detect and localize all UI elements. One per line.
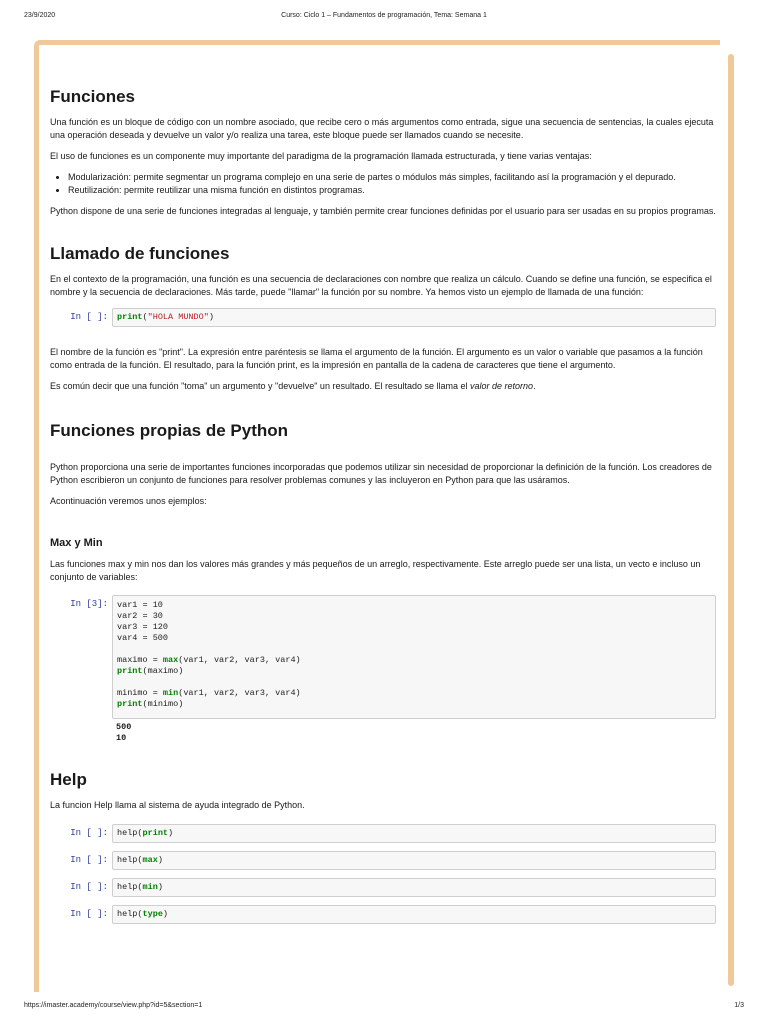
code-text: help( <box>117 855 143 865</box>
code-cell-help-type[interactable] <box>50 905 716 924</box>
section-title-help: Help <box>50 770 87 789</box>
code-output <box>116 722 716 744</box>
code-keyword: print <box>117 699 143 709</box>
code-text: ) <box>168 828 174 838</box>
emphasis-valor-retorno: valor de retorno <box>470 381 534 391</box>
cell-prompt: In [3]: <box>70 599 108 609</box>
code-line <box>117 699 711 710</box>
code-keyword: min <box>162 688 179 698</box>
funciones-paragraph-2: El uso de funciones es un componente muy importante del paradigma de la programación llamada estructurada, y tiene varias ventajas: <box>50 151 592 161</box>
print-title: Curso: Ciclo 1 – Fundamentos de programación, Tema: Semana 1 <box>281 12 487 19</box>
code-text: (maximo) <box>142 666 184 676</box>
cell-prompt: In [ ]: <box>70 828 108 838</box>
code-text: help( <box>117 909 143 919</box>
cell-prompt: In [ ]: <box>70 312 108 322</box>
code-line: var3 = 120 <box>117 622 169 632</box>
code-text: ) <box>162 909 169 919</box>
code-cell-print[interactable] <box>50 308 716 327</box>
print-footer <box>0 1002 768 1016</box>
code-paren: ) <box>208 312 214 322</box>
cell-prompt: In [ ]: <box>70 909 108 919</box>
code-input[interactable] <box>112 851 716 870</box>
section-title-llamado: Llamado de funciones <box>50 244 230 263</box>
code-input[interactable] <box>112 595 716 719</box>
code-line: var1 = 10 <box>117 600 163 610</box>
code-line: var2 = 30 <box>117 611 163 621</box>
funciones-bullets <box>50 171 716 197</box>
code-text: minimo = <box>117 688 163 698</box>
bullet-reutilizacion: • Reutilización: permite reutilizar una misma función en distintos programas. <box>68 184 716 197</box>
code-string: "HOLA MUNDO" <box>147 312 209 322</box>
section-title-funciones: Funciones <box>50 87 136 106</box>
print-date: 23/9/2020 <box>24 12 56 19</box>
code-cell-maxmin[interactable] <box>50 595 716 719</box>
cell-prompt: In [ ]: <box>70 882 108 892</box>
code-input[interactable] <box>112 905 716 924</box>
code-line <box>117 666 711 677</box>
code-text: maximo = <box>117 655 163 665</box>
print-header <box>0 10 768 24</box>
code-keyword: max <box>142 855 158 865</box>
code-text: ) <box>157 855 163 865</box>
code-text: ) <box>157 882 163 892</box>
text-run: Es común decir que una función "toma" un argumento y "devuelve" un resultado. El resultado se llama el <box>50 381 471 391</box>
help-paragraph: La funcion Help llama al sistema de ayuda integrado de Python. <box>50 800 305 810</box>
output-line: 500 <box>116 722 132 732</box>
code-cell-help-min[interactable] <box>50 878 716 897</box>
code-input[interactable] <box>112 878 716 897</box>
bullet-modularizacion: • Modularización: permite segmentar un programa complejo en una serie de partes o módulos más simples, facilitando así la programación y el depurado. <box>68 171 716 184</box>
content <box>50 87 716 924</box>
code-keyword: print <box>117 312 143 322</box>
print-url: https://imaster.academy/course/view.php?id=5&section=1 <box>24 1002 203 1009</box>
code-text: (minimo) <box>142 699 184 709</box>
code-line <box>117 655 711 666</box>
cell-prompt: In [ ]: <box>70 855 108 865</box>
maxmin-paragraph: Las funciones max y min nos dan los valores más grandes y más pequeños de un arreglo, respectivamente. Este arreglo puede ser una lista, un vecto e incluso un conjunto de variables: <box>50 559 701 582</box>
funciones-paragraph-3: Python dispone de una serie de funciones integradas al lenguaje, y también permite crear funciones definidas por el usuario para ser usadas en su propios programas. <box>50 206 716 216</box>
frame-right-border <box>728 54 734 986</box>
text-run: . <box>533 381 536 391</box>
code-cell-help-max[interactable] <box>50 851 716 870</box>
code-keyword: print <box>117 666 143 676</box>
llamado-paragraph-3 <box>50 380 716 393</box>
output-line: 10 <box>116 733 127 743</box>
code-paren: ( <box>142 312 148 322</box>
page-number: 1/3 <box>734 1002 744 1009</box>
subsection-title-maxmin: Max y Min <box>50 537 103 549</box>
propias-paragraph-2: Acontinuación veremos unos ejemplos: <box>50 496 207 506</box>
funciones-paragraph-1: Una función es un bloque de código con un nombre asociado, que recibe cero o más argumentos como entrada, sigue una secuencia de sentencias, la cuales ejecuta una operación deseada y devuelve un valor y/o realiza una tarea, este bloque puede ser llamados cuando se necesite. <box>50 117 714 140</box>
code-text: help( <box>117 882 143 892</box>
code-text: (var1, var2, var3, var4) <box>178 655 301 665</box>
llamado-paragraph-1: En el contexto de la programación, una función es una secuencia de declaraciones con nombre que realiza un cálculo. Cuando se define una función, se especifica el nombre y la secuencia de declaraciones. Más tarde, puede "llamar" la función por su nombre. Ya hemos visto un ejemplo de llamada de una función: <box>50 274 712 297</box>
code-cell-help-print[interactable] <box>50 824 716 843</box>
code-text: (var1, var2, var3, var4) <box>178 688 301 698</box>
code-keyword: max <box>162 655 179 665</box>
code-keyword: print <box>142 828 169 838</box>
code-input[interactable] <box>112 824 716 843</box>
section-title-propias: Funciones propias de Python <box>50 421 289 440</box>
code-keyword: min <box>142 882 158 892</box>
code-line <box>117 688 711 699</box>
content-frame <box>34 40 720 992</box>
code-line: var4 = 500 <box>117 633 169 643</box>
code-keyword: type <box>142 909 163 919</box>
code-text: help( <box>117 828 143 838</box>
llamado-paragraph-2: El nombre de la función es "print". La expresión entre paréntesis se llama el argumento de la función. El argumento es un valor o variable que pasamos a la función como entrada de la función. El resultado, para la función print, es la impresión en pantalla de la cadena de caracteres que tiene el argumento. <box>50 347 703 370</box>
propias-paragraph-1: Python proporciona una serie de importantes funciones incorporadas que podemos utilizar sin necesidad de proporcionar la definición de la función. Los creadores de Python escribieron un conjunto de funciones para resolver problemas comunes y las incluyeron en Python para que las usáramos. <box>50 462 712 485</box>
code-input[interactable] <box>112 308 716 327</box>
